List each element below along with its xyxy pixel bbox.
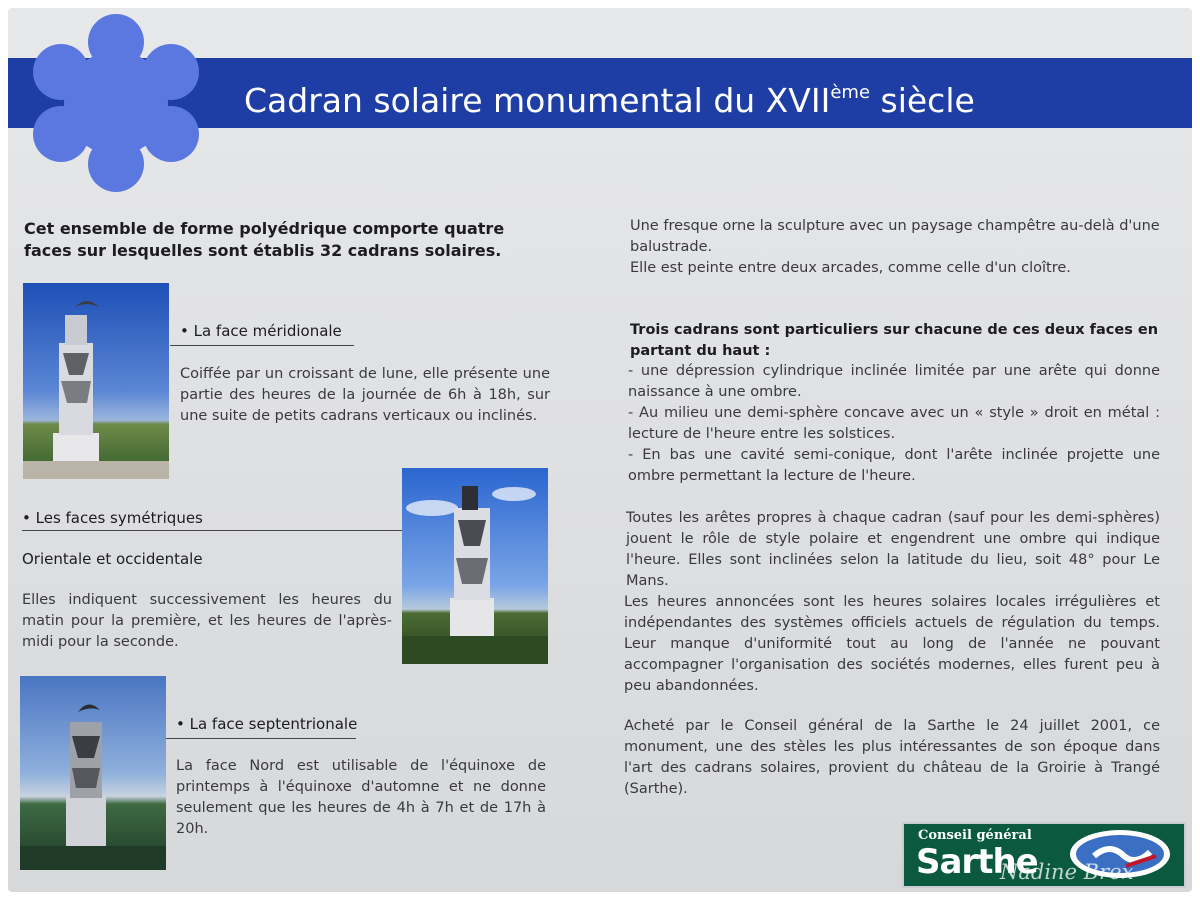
text-symmetric-faces: Elles indiquent successivement les heures du matin pour la première, et les heures de l'après-midi pour la seconde. bbox=[22, 592, 392, 650]
photo-south-face bbox=[23, 283, 169, 479]
text-dial-item-1: - une dépression cylindrique inclinée limitée par une arête qui donne naissance à une ombre. bbox=[628, 363, 1160, 400]
page-title: Cadran solaire monumental du XVIIème siècle bbox=[244, 81, 975, 120]
heading-south-face: • La face méridionale bbox=[180, 322, 342, 340]
divider bbox=[166, 738, 356, 739]
text-fresco-arcades: Elle est peinte entre deux arcades, comme celle d'un cloître. bbox=[630, 260, 1071, 276]
flower-logo-icon bbox=[20, 12, 212, 194]
subheading-east-west: Orientale et occidentale bbox=[22, 550, 203, 568]
logo-small-text: Conseil général bbox=[918, 828, 1032, 843]
photo-symmetric-faces bbox=[402, 468, 548, 664]
photographer-signature: Nadine Brex bbox=[1000, 860, 1134, 884]
info-panel bbox=[8, 8, 1192, 892]
text-polar-style: Toutes les arêtes propres à chaque cadran (sauf pour les demi-sphères) jouent le rôle de style polaire et engendrent une ombre qui indique l'heure. Elles sont inclinées selon la latitude du lieu, soit 48° pour Le Mans. bbox=[626, 510, 1160, 589]
sundial-sculpture-icon bbox=[402, 468, 548, 664]
divider bbox=[170, 345, 354, 346]
sundial-sculpture-icon bbox=[23, 283, 169, 479]
text-north-face: La face Nord est utilisable de l'équinoxe de printemps à l'équinoxe d'automne et ne donne seulement que les heures de 4h à 7h et de 17h à 20h. bbox=[176, 758, 546, 837]
heading-north-face: • La face septentrionale bbox=[176, 715, 358, 733]
text-dial-item-2: - Au milieu une demi-sphère concave avec un « style » droit en métal : lecture de l'heure entre les solstices. bbox=[628, 405, 1160, 442]
intro-text: Cet ensemble de forme polyédrique comporte quatre faces sur lesquelles sont établis 32 cadrans solaires. bbox=[24, 219, 505, 260]
logo-big-text: Sarthe bbox=[916, 842, 1038, 882]
text-dial-item-3: - En bas une cavité semi-conique, dont l'arête inclinée projette une ombre permettant la lecture de l'heure. bbox=[628, 447, 1160, 484]
photo-north-face bbox=[20, 676, 166, 870]
text-fresco: Une fresque orne la sculpture avec un paysage champêtre au-delà d'une balustrade. bbox=[630, 218, 1160, 255]
sundial-sculpture-icon bbox=[20, 676, 166, 870]
text-solar-hours: Les heures annoncées sont les heures solaires locales irrégulières et indépendantes des systèmes officiels actuels de régulation du temps. Leur manque d'uniformité tout au long de l'année ne pouvant accompagner l'organisation des sociétés modernes, elles furent peu à peu abandonnées. bbox=[624, 594, 1160, 694]
heading-symmetric-faces: • Les faces symétriques bbox=[22, 509, 203, 527]
text-three-dials-title: Trois cadrans sont particuliers sur chacune de ces deux faces en partant du haut : bbox=[630, 322, 1159, 359]
divider bbox=[22, 530, 402, 531]
text-acquisition: Acheté par le Conseil général de la Sarthe le 24 juillet 2001, ce monument, une des stèles les plus intéressantes de son époque dans l'art des cadrans solaires, provient du château de la Groirie à Trangé (Sarthe). bbox=[624, 718, 1160, 797]
text-south-face: Coiffée par un croissant de lune, elle présente une partie des heures de la journée de 6h à 18h, sur une suite de petits cadrans verticaux ou inclinés. bbox=[180, 366, 550, 424]
